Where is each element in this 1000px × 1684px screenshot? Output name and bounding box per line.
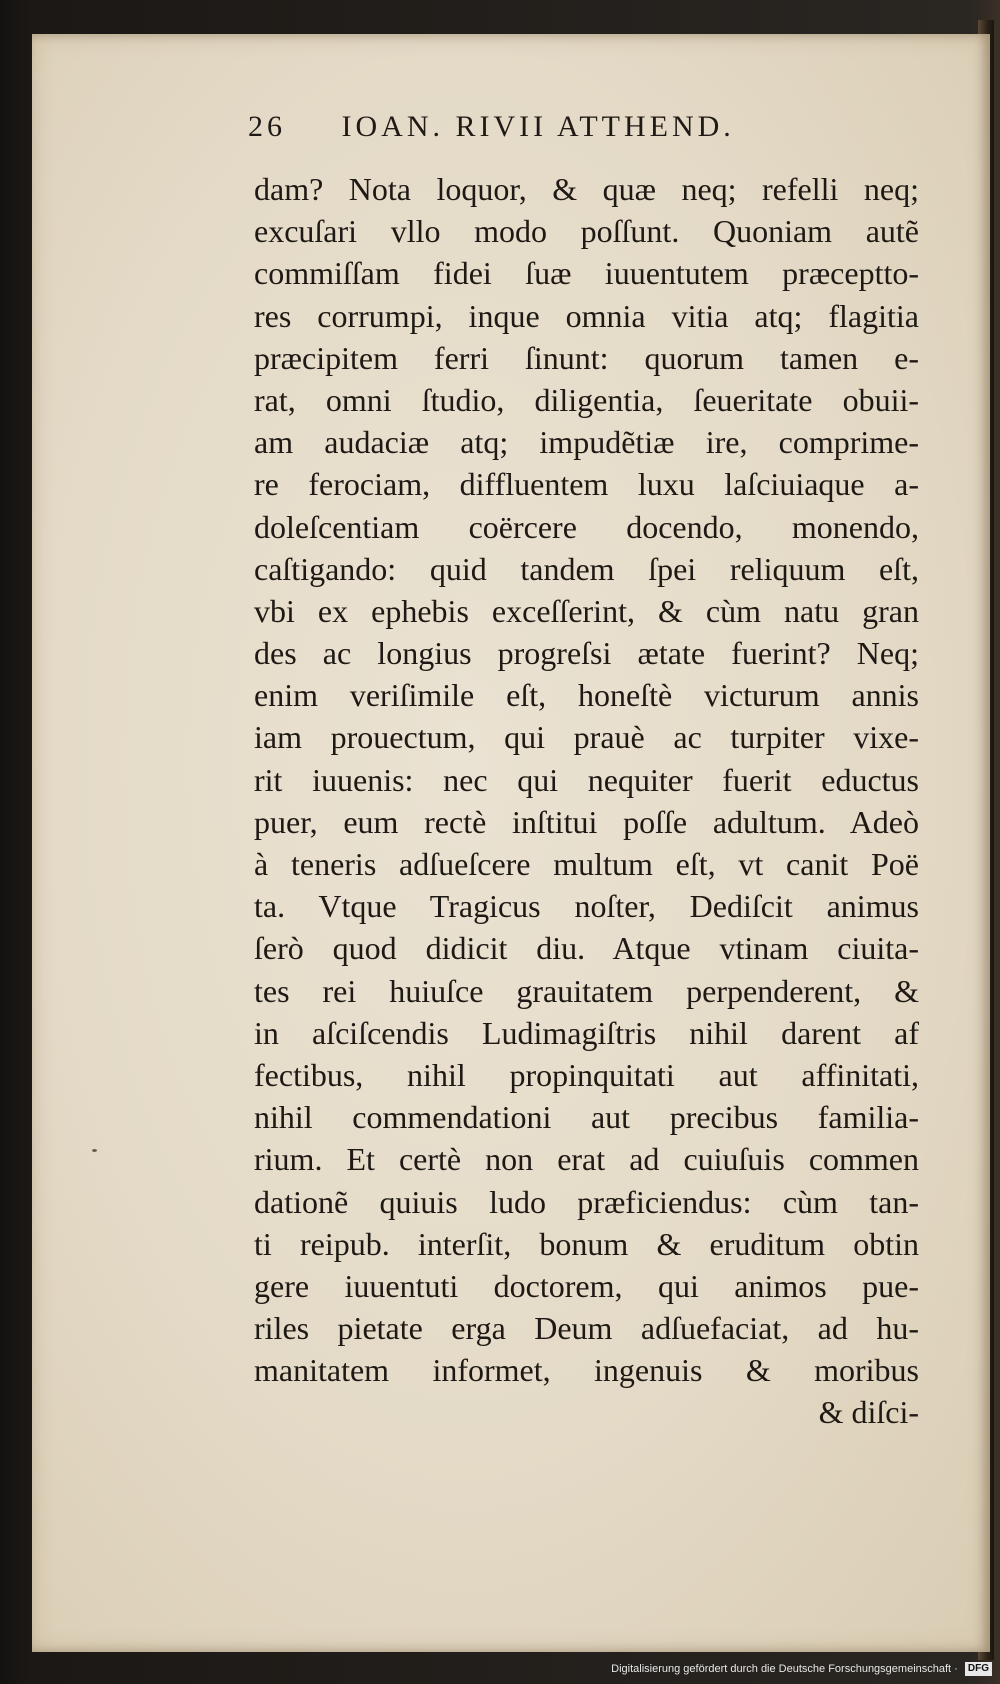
- digitization-credit: [611, 1660, 992, 1678]
- text-line: enim veriſimile eſt, honeſtè victurum annis: [254, 677, 919, 714]
- text-line: excuſari vllo modo poſſunt. Quoniam autẽ: [254, 213, 919, 250]
- text-line: am audaciæ atq; impudẽtiæ ire, comprime-: [254, 424, 919, 461]
- text-line: nihil commendationi aut precibus familia-: [254, 1099, 919, 1136]
- text-line: ti reipub. interſit, bonum & eruditum obtin: [254, 1225, 919, 1262]
- page-header: [248, 110, 848, 154]
- text-line: vbi ex ephebis exceſſerint, & cùm natu gran: [254, 592, 919, 629]
- text-line: gere iuuentuti doctorem, qui animos pue-: [254, 1267, 919, 1304]
- text-line: in aſciſcendis Ludimagiſtris nihil darent af: [254, 1014, 919, 1051]
- text-line: res corrumpi, inque omnia vitia atq; flagitia: [254, 297, 919, 334]
- text-line: præcipitem ferri ſinunt: quorum tamen e-: [254, 339, 919, 376]
- text-line: rit iuuenis: nec qui nequiter fuerit eductus: [254, 761, 919, 798]
- text-line: ſerò quod didicit diu. Atque vtinam ciuita-: [254, 930, 919, 967]
- text-line: fectibus, nihil propinquitati aut affinitati,: [254, 1056, 919, 1093]
- text-line: tes rei huiuſce grauitatem perpenderent, &: [254, 972, 919, 1009]
- text-line: commiſſam fidei ſuæ iuuentutem præceptto-: [254, 255, 919, 292]
- text-line: à teneris adſueſcere multum eſt, vt canit Poë: [254, 846, 919, 882]
- paper-speck: [92, 1149, 97, 1152]
- text-line: rium. Et certè non erat ad cuiuſuis commen: [254, 1141, 919, 1178]
- text-line: des ac longius progreſsi ætate fuerint? Neq;: [254, 635, 919, 672]
- text-line: caſtigando: quid tandem ſpei reliquum eſt,: [254, 550, 919, 587]
- text-line: re ferociam, diffluentem luxu laſciuiaque a-: [254, 466, 919, 503]
- text-line: riles pietate erga Deum adſuefaciat, ad hu-: [254, 1310, 919, 1347]
- dfg-logo: DFG: [965, 1662, 992, 1676]
- text-line: iam prouectum, qui prauè ac turpiter vixe-: [254, 719, 919, 756]
- text-line: manitatem informet, ingenuis & moribus: [254, 1352, 919, 1389]
- text-block: [254, 168, 919, 1434]
- text-line: dationẽ quiuis ludo præficiendus: cùm tan-: [254, 1183, 919, 1220]
- text-line: puer, eum rectè inſtitui poſſe adultum. Adeò: [254, 803, 919, 840]
- page-number: 26: [248, 110, 286, 143]
- text-line: rat, omni ſtudio, diligentia, ſeueritate obuii-: [254, 381, 919, 418]
- catchword: & diſci-: [818, 1394, 919, 1431]
- running-title: IOAN. RIVII ATTHEND.: [341, 110, 735, 143]
- text-line: dam? Nota loquor, & quæ neq; refelli neq;: [254, 171, 919, 207]
- credit-text: Digitalisierung gefördert durch die Deutsche Forschungsgemeinschaft ·: [611, 1663, 958, 1675]
- text-line: ta. Vtque Tragicus noſter, Dediſcit animus: [254, 888, 919, 925]
- text-line: doleſcentiam coërcere docendo, monendo,: [254, 508, 919, 545]
